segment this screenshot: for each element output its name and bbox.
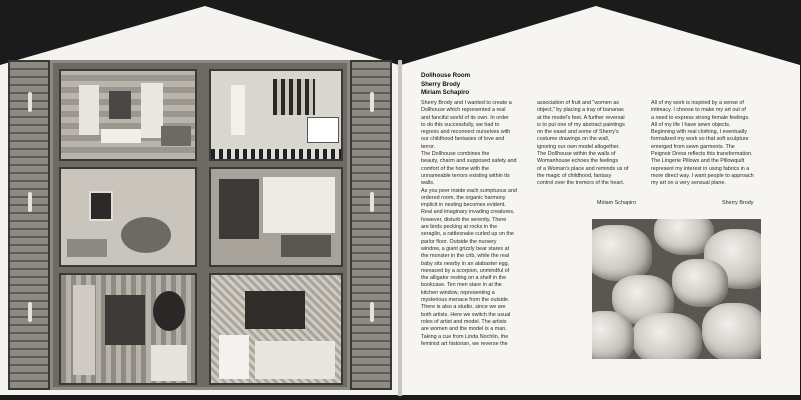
shutter-knob: [370, 192, 374, 212]
text-column-3: [651, 100, 763, 188]
author-name: Sherry Brody: [421, 80, 461, 88]
shutter-knob: [370, 302, 374, 322]
nursery-room: [209, 167, 343, 267]
text-line: roles of artist and model. The artists: [421, 318, 507, 325]
text-line: on the easel and some of Sherry's: [537, 129, 619, 136]
left-shutter: [8, 60, 50, 390]
text-line: emerged from sewn garments. The: [651, 143, 735, 150]
text-line: window, a giant grizzly bear stares at: [421, 245, 510, 252]
lingerie-pillows-photo: [592, 219, 761, 359]
text-line: Taking a cue from Linda Nochlin, the: [421, 333, 509, 340]
text-line: at the model's feet. A further reversal: [537, 114, 625, 121]
text-line: object," by placing a tray of bananas: [537, 107, 624, 114]
text-line: costume drawings on the wall,: [537, 136, 610, 143]
text-line: All of my life I have sewn objects.: [651, 121, 731, 128]
text-line: represent my interest in using fabrics in a: [651, 165, 750, 172]
text-line: kitchen window, representing a: [421, 289, 495, 296]
text-line: of a Woman's place and reminds us of: [537, 165, 629, 172]
text-line: seraglio, a rattlesnake curled up on the: [421, 231, 514, 238]
text-line: menaced by a scorpion, unmindful of: [421, 267, 510, 274]
text-line: bookcase. Ten men stare in at the: [421, 282, 502, 289]
text-line: The Lingerie Pillows and the Pillowquilt: [651, 158, 745, 165]
text-line: are birds pecking at rocks in the: [421, 224, 498, 231]
text-line: baby sits nearby in an alabaster egg,: [421, 260, 510, 267]
text-line: beauty, charm and supposed safety and: [421, 158, 517, 165]
text-line: ignoring our own model altogether.: [537, 143, 620, 150]
text-line: Sherry Brody and I wanted to create a: [421, 100, 512, 106]
text-line: regress and reconnect ourselves with: [421, 129, 511, 136]
text-line: and fanciful world of its own. In order: [421, 114, 509, 121]
text-line: The Dollhouse combines the: [421, 151, 490, 158]
text-line: formalized my work so that soft sculpture: [651, 136, 749, 143]
text-line: the magic of childhood, fantasy: [537, 172, 612, 179]
dollhouse-photo: [8, 60, 392, 390]
signature-schapiro: Miriam Schapiro: [597, 200, 636, 206]
text-line: Dollhouse which represented a real: [421, 107, 506, 114]
shutter-knob: [28, 302, 32, 322]
text-line: feminist art historian, we reverse the: [421, 340, 508, 347]
text-line: Real and imaginary invading creatures,: [421, 209, 515, 216]
dollhouse-cabinet: [50, 60, 350, 390]
text-line: ordered room, the organic harmony: [421, 194, 506, 201]
text-line: implicit in nesting becomes evident.: [421, 202, 506, 209]
shutter-knob: [370, 92, 374, 112]
text-line: are women and the model is a man.: [421, 326, 507, 333]
text-line: my art on a very sensual plane.: [651, 180, 726, 187]
text-line: The Dollhouse within the walls of: [537, 151, 616, 158]
text-line: Peignoir Dress reflects this transformation.: [651, 151, 753, 158]
room-title: Dollhouse Room: [421, 72, 471, 79]
text-line: association of fruit and "women as: [537, 100, 619, 106]
text-line: Womanhouse echoes the feelings: [537, 158, 619, 165]
title-block: [421, 72, 470, 98]
text-line: a need to express strong female feelings.: [651, 114, 750, 121]
text-line: intimacy. I choose to make my art out of: [651, 107, 746, 114]
studio-room: [209, 69, 343, 161]
text-column-1: [421, 100, 533, 348]
text-line: more direct way. I want people to approach: [651, 172, 754, 179]
text-line: the monster in the crib, while the real: [421, 253, 510, 260]
right-shutter: [350, 60, 392, 390]
text-line: unnameable terrors existing within its: [421, 172, 510, 179]
shutter-knob: [28, 192, 32, 212]
shutter-knob: [28, 92, 32, 112]
text-line: control over the tremors of the heart.: [537, 180, 625, 187]
text-line: both artists. Here we switch the usual: [421, 311, 511, 318]
text-line: parlor floor. Outside the nursery: [421, 238, 497, 245]
text-line: is to put one of my abstract paintings: [537, 121, 625, 128]
kitchen-room: [209, 273, 343, 385]
text-line: mysterious menace from the outside.: [421, 297, 510, 304]
text-line: terror.: [421, 143, 436, 150]
author-name: Miriam Schapiro: [421, 89, 470, 96]
book-spine: [398, 60, 402, 396]
signature-brody: Sherry Brody: [722, 200, 754, 206]
text-line: to do this successfully, we had to: [421, 121, 500, 128]
bedroom-room: [59, 273, 197, 385]
text-line: As you peer inside each sumptuous and: [421, 187, 517, 194]
parlor-room: [59, 167, 197, 267]
seraglio-room: [59, 69, 197, 161]
text-line: our childhood fantasies of love and: [421, 136, 505, 143]
text-line: There is also a studio, since we are: [421, 304, 506, 311]
text-line: All of my work is inspired by a sense of: [651, 100, 744, 106]
text-line: comfort of the home with the: [421, 165, 490, 172]
text-column-2: [537, 100, 649, 188]
text-line: the alligator resting on a shelf in the: [421, 275, 507, 282]
text-line: Beginning with real clothing, I eventually: [651, 129, 747, 136]
text-line: however, disturb the serenity. There: [421, 216, 507, 223]
text-line: walls.: [421, 180, 435, 187]
